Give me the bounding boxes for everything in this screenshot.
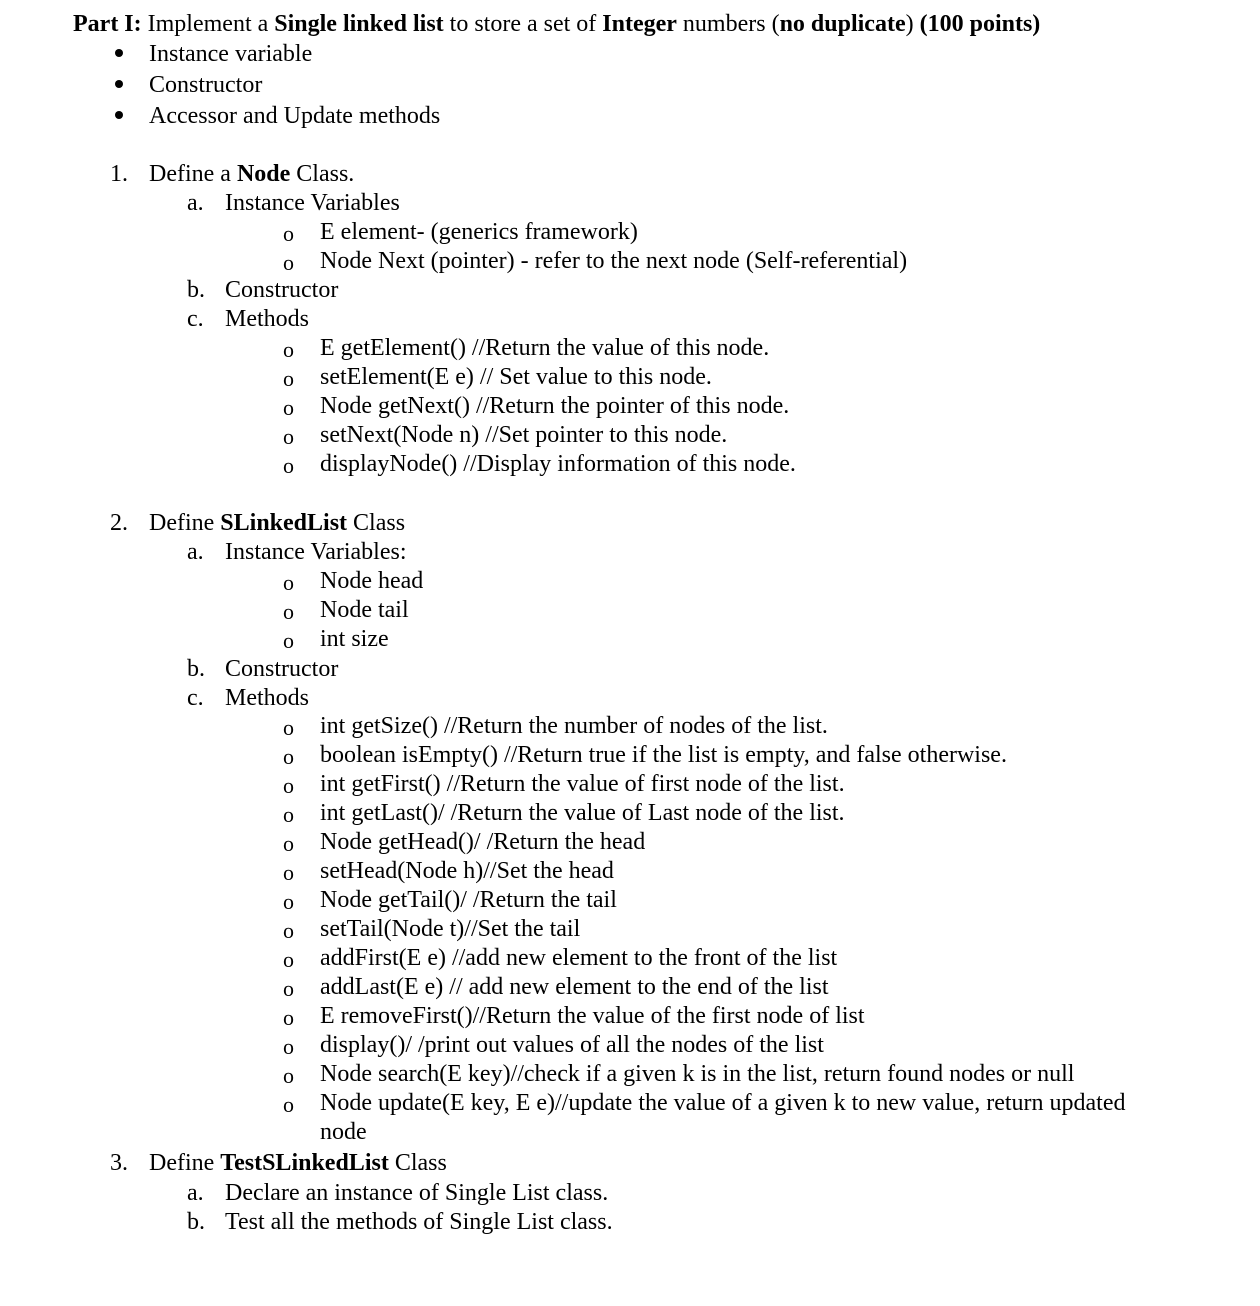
circle-bullet-icon: o xyxy=(283,599,294,624)
list-item: setElement(E e) // Set value to this node. xyxy=(320,364,712,390)
bullet-icon xyxy=(115,49,123,57)
circle-bullet-icon: o xyxy=(283,1092,294,1117)
bullet-icon xyxy=(115,111,123,119)
sub-letter: a. xyxy=(187,539,204,565)
list-item: E removeFirst()//Return the value of the first node of list xyxy=(320,1003,865,1029)
circle-bullet-icon: o xyxy=(283,831,294,856)
list-item-continuation: node xyxy=(320,1119,367,1145)
part-label: Part I: xyxy=(73,11,142,37)
list-item: int getFirst() //Return the value of first node of the list. xyxy=(320,771,845,797)
sub-letter: b. xyxy=(187,656,205,682)
part-title: Part I: Implement a Single linked list to store a set of Integer numbers (no duplicate) (100 points) xyxy=(73,11,1041,37)
circle-bullet-icon: o xyxy=(283,744,294,769)
sub-letter: a. xyxy=(187,1180,204,1206)
circle-bullet-icon: o xyxy=(283,395,294,420)
list-item: Node update(E key, E e)//update the value of a given k to new value, return updated xyxy=(320,1090,1126,1116)
list-item: setNext(Node n) //Set pointer to this node. xyxy=(320,422,728,448)
sub-letter: c. xyxy=(187,685,204,711)
sub-letter: a. xyxy=(187,190,204,216)
list-item: setTail(Node t)//Set the tail xyxy=(320,916,581,942)
circle-bullet-icon: o xyxy=(283,337,294,362)
circle-bullet-icon: o xyxy=(283,860,294,885)
section-heading: Define TestSLinkedList Class xyxy=(149,1150,447,1176)
sub-heading: Test all the methods of Single List class. xyxy=(225,1209,613,1235)
list-item: int size xyxy=(320,626,389,652)
bullet-icon xyxy=(115,80,123,88)
circle-bullet-icon: o xyxy=(283,628,294,653)
list-item: E getElement() //Return the value of this node. xyxy=(320,335,770,361)
bullet-item: Accessor and Update methods xyxy=(149,103,441,129)
sub-heading: Methods xyxy=(225,685,309,711)
section-number: 1. xyxy=(110,161,128,187)
circle-bullet-icon: o xyxy=(283,918,294,943)
sub-heading: Declare an instance of Single List class. xyxy=(225,1180,609,1206)
circle-bullet-icon: o xyxy=(283,715,294,740)
circle-bullet-icon: o xyxy=(283,947,294,972)
circle-bullet-icon: o xyxy=(283,1063,294,1088)
sub-letter: c. xyxy=(187,306,204,332)
list-item: displayNode() //Display information of this node. xyxy=(320,451,796,477)
list-item: boolean isEmpty() //Return true if the list is empty, and false otherwise. xyxy=(320,742,1007,768)
points-label: (100 points) xyxy=(919,11,1041,37)
list-item: Node getTail()/ /Return the tail xyxy=(320,887,617,913)
section-number: 3. xyxy=(110,1150,128,1176)
circle-bullet-icon: o xyxy=(283,1005,294,1030)
section-heading: Define SLinkedList Class xyxy=(149,510,406,536)
list-item: Node getNext() //Return the pointer of this node. xyxy=(320,393,790,419)
list-item: Node tail xyxy=(320,597,409,623)
circle-bullet-icon: o xyxy=(283,453,294,478)
list-item: Node Next (pointer) - refer to the next node (Self-referential) xyxy=(320,248,908,274)
list-item: addLast(E e) // add new element to the end of the list xyxy=(320,974,829,1000)
list-item: int getSize() //Return the number of nodes of the list. xyxy=(320,713,828,739)
section-number: 2. xyxy=(110,510,128,536)
list-item: setHead(Node h)//Set the head xyxy=(320,858,614,884)
circle-bullet-icon: o xyxy=(283,976,294,1001)
sub-heading: Methods xyxy=(225,306,309,332)
list-item: int getLast()/ /Return the value of Last node of the list. xyxy=(320,800,845,826)
sub-heading: Constructor xyxy=(225,277,339,303)
sub-heading: Constructor xyxy=(225,656,339,682)
sub-letter: b. xyxy=(187,1209,205,1235)
bullet-item: Constructor xyxy=(149,72,263,98)
circle-bullet-icon: o xyxy=(283,366,294,391)
circle-bullet-icon: o xyxy=(283,424,294,449)
section-heading: Define a Node Class. xyxy=(149,161,355,187)
circle-bullet-icon: o xyxy=(283,221,294,246)
list-item: Node getHead()/ /Return the head xyxy=(320,829,646,855)
circle-bullet-icon: o xyxy=(283,889,294,914)
sub-heading: Instance Variables xyxy=(225,190,400,216)
circle-bullet-icon: o xyxy=(283,250,294,275)
list-item: addFirst(E e) //add new element to the front of the list xyxy=(320,945,838,971)
list-item: display()/ /print out values of all the nodes of the list xyxy=(320,1032,824,1058)
circle-bullet-icon: o xyxy=(283,1034,294,1059)
list-item: Node head xyxy=(320,568,424,594)
circle-bullet-icon: o xyxy=(283,773,294,798)
list-item: E element- (generics framework) xyxy=(320,219,638,245)
circle-bullet-icon: o xyxy=(283,570,294,595)
sub-heading: Instance Variables: xyxy=(225,539,407,565)
circle-bullet-icon: o xyxy=(283,802,294,827)
bullet-item: Instance variable xyxy=(149,41,313,67)
list-item: Node search(E key)//check if a given k is in the list, return found nodes or null xyxy=(320,1061,1075,1087)
sub-letter: b. xyxy=(187,277,205,303)
